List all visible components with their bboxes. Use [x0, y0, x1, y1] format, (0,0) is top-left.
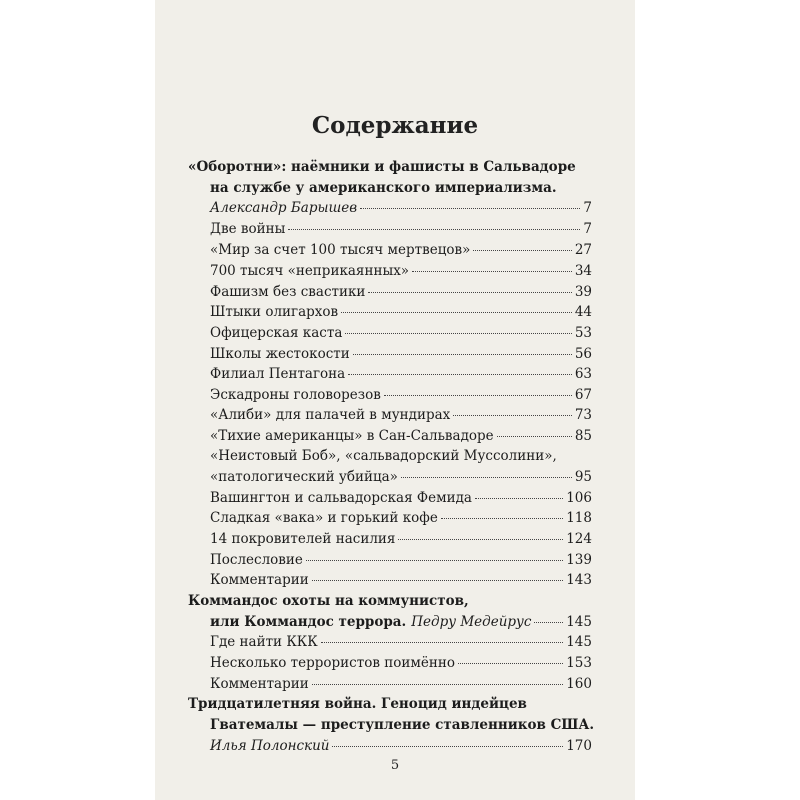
toc-page-number: 7 — [583, 200, 592, 216]
toc-entry-title: Школы жестокости — [210, 346, 350, 362]
toc-page-number: 118 — [566, 510, 592, 526]
toc-entry — [210, 488, 592, 508]
toc-entry — [210, 344, 592, 364]
toc-entry — [188, 591, 469, 611]
toc-entry — [210, 302, 592, 322]
toc-entry-title: или Коммандос террора. — [210, 614, 407, 630]
toc-page-number: 145 — [566, 614, 592, 630]
dot-leader — [473, 250, 571, 251]
dot-leader — [497, 436, 572, 437]
dot-leader — [321, 642, 564, 643]
toc-entry-title: Фашизм без свастики — [210, 284, 366, 300]
toc-entry-title: Где найти ККК — [210, 634, 318, 650]
toc-entry — [210, 282, 592, 302]
toc-entry — [210, 550, 592, 570]
toc-entry — [210, 178, 557, 198]
toc-entry — [210, 385, 592, 405]
toc-entry-title: Несколько террористов поимённо — [210, 655, 455, 671]
toc-entry — [210, 653, 592, 673]
toc-page-number: 7 — [583, 221, 592, 237]
toc-page-number: 124 — [566, 531, 592, 547]
toc-page-number: 67 — [574, 387, 592, 403]
toc-entry-title: на службе у американского империализма. — [210, 180, 557, 196]
toc-entry-title: Гватемалы — преступление ставленников США. — [210, 717, 595, 733]
toc-entry-author: Педру Медейрус — [411, 614, 532, 630]
toc-entry-title: Вашингтон и сальвадорская Фемида — [210, 490, 472, 506]
toc-entry — [188, 157, 576, 177]
toc-page-number: 95 — [574, 469, 592, 485]
toc-page-number: 34 — [574, 263, 592, 279]
toc-page-number: 56 — [574, 346, 592, 362]
toc-entry-title: Эскадроны головорезов — [210, 387, 381, 403]
toc-entry — [210, 426, 592, 446]
toc-entry — [210, 508, 592, 528]
toc-page-number: 160 — [566, 676, 592, 692]
toc-entry — [210, 261, 592, 281]
toc-entry-author: Илья Полонский — [210, 738, 330, 754]
dot-leader — [534, 622, 563, 623]
dot-leader — [458, 663, 563, 664]
toc-entry-title: 700 тысяч «неприкаянных» — [210, 263, 410, 279]
toc-entry-title: Тридцатилетняя война. Геноцид индейцев — [188, 696, 527, 712]
toc-entry — [210, 529, 592, 549]
toc-entry — [210, 219, 592, 239]
toc-page-number: 170 — [566, 738, 592, 754]
toc-page-number: 143 — [566, 572, 592, 588]
toc-entry-author: Александр Барышев — [210, 200, 358, 216]
toc-entry-title: Филиал Пентагона — [210, 366, 346, 382]
toc-entry-title: Офицерская каста — [210, 325, 343, 341]
toc-page-number: 106 — [566, 490, 592, 506]
toc-entry-title: Коммандос охоты на коммунистов, — [188, 593, 469, 609]
toc-entry — [210, 632, 592, 652]
toc-entry — [210, 446, 557, 466]
dot-leader — [341, 312, 572, 313]
toc-entry-title: Сладкая «вака» и горький кофе — [210, 510, 438, 526]
toc-entry-title: Послесловие — [210, 552, 303, 568]
toc-entry — [210, 240, 592, 260]
page-title: Содержание — [311, 112, 479, 139]
toc-entry — [210, 198, 592, 218]
toc-entry-title: «Оборотни»: наёмники и фашисты в Сальвадоре — [188, 159, 576, 175]
toc-entry-title: «Мир за счет 100 тысяч мертвецов» — [210, 242, 471, 258]
toc-page-number: 63 — [574, 366, 592, 382]
dot-leader — [384, 395, 572, 396]
toc-entry-title: Комментарии — [210, 572, 309, 588]
toc-entry-title: «Неистовый Боб», «сальвадорский Муссолини», — [210, 448, 557, 464]
dot-leader — [345, 333, 571, 334]
toc-page-number: 139 — [566, 552, 592, 568]
dot-leader — [353, 354, 572, 355]
dot-leader — [453, 415, 572, 416]
dot-leader — [348, 374, 572, 375]
toc-page-number: 39 — [574, 284, 592, 300]
toc-page-number: 44 — [574, 304, 592, 320]
dot-leader — [288, 229, 580, 230]
toc-entry — [210, 364, 592, 384]
dot-leader — [306, 560, 563, 561]
toc-page-number: 153 — [566, 655, 592, 671]
toc-entry-title: «Алиби» для палачей в мундирах — [210, 407, 451, 423]
toc-page-number: 53 — [574, 325, 592, 341]
dot-leader — [412, 271, 572, 272]
dot-leader — [401, 477, 572, 478]
page-number: 5 — [390, 758, 400, 773]
toc-page-number: 27 — [574, 242, 592, 258]
dot-leader — [360, 208, 580, 209]
toc-entry-title: Две войны — [210, 221, 286, 237]
toc-entry-title: 14 покровителей насилия — [210, 531, 396, 547]
dot-leader — [312, 580, 564, 581]
toc-entry — [210, 736, 592, 756]
toc-page-number: 73 — [574, 407, 592, 423]
dot-leader — [312, 684, 564, 685]
toc-entry — [210, 570, 592, 590]
toc-entry — [210, 467, 592, 487]
toc-entry — [188, 694, 527, 714]
toc-entry-title: «Тихие американцы» в Сан-Сальвадоре — [210, 428, 494, 444]
dot-leader — [441, 518, 563, 519]
dot-leader — [368, 292, 571, 293]
toc-page-number: 85 — [574, 428, 592, 444]
toc-entry-title: Комментарии — [210, 676, 309, 692]
toc-entry-title: «патологический убийца» — [210, 469, 398, 485]
toc-entry — [210, 323, 592, 343]
toc-page-number: 145 — [566, 634, 592, 650]
toc-entry-title: Штыки олигархов — [210, 304, 339, 320]
dot-leader — [475, 498, 563, 499]
toc-entry — [210, 612, 592, 632]
toc-entry — [210, 405, 592, 425]
dot-leader — [398, 539, 563, 540]
dot-leader — [332, 746, 563, 747]
toc-entry — [210, 715, 594, 735]
toc-entry — [210, 674, 592, 694]
